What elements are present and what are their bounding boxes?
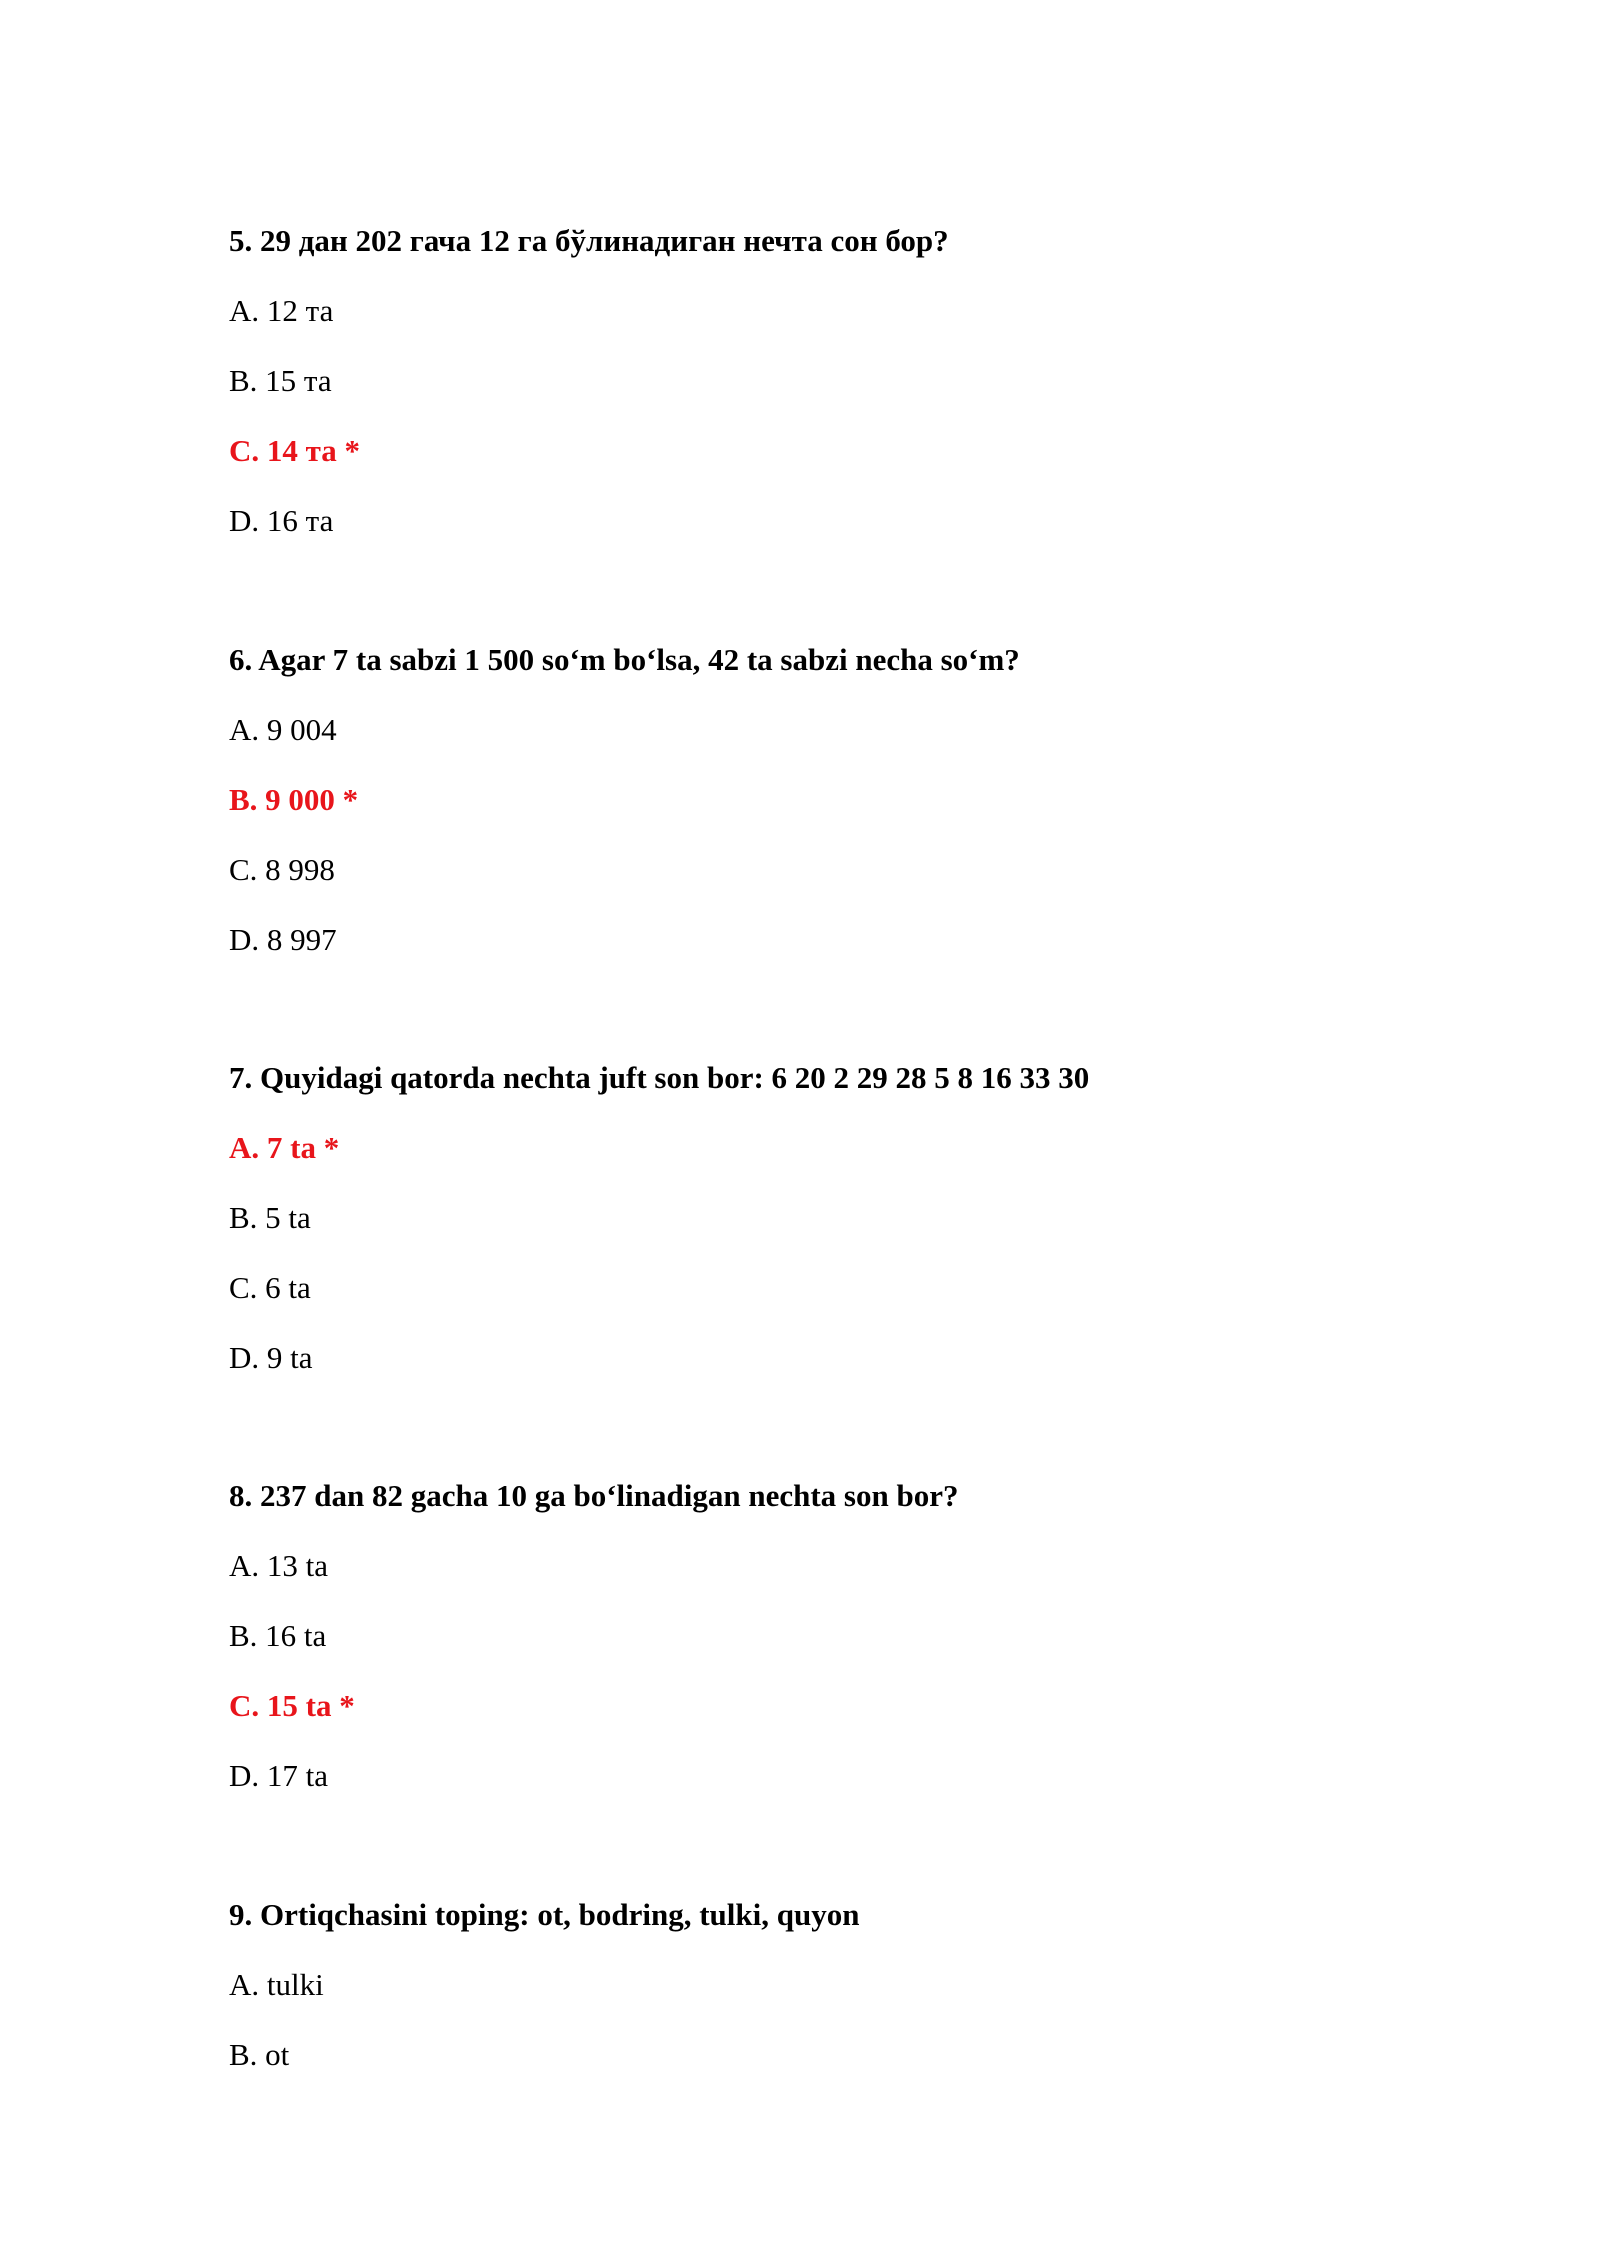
option-c: C. 6 ta — [229, 1270, 311, 1305]
option-b: B. 5 ta — [229, 1200, 311, 1235]
option-a: A. tulki — [229, 1967, 324, 2002]
option-a: A. 13 ta — [229, 1548, 329, 1583]
option-d: D. 8 997 — [229, 922, 337, 957]
question-text: 7. Quyidagi qatorda nechta juft son bor: 6 20 2 29 28 5 8 16 33 30 — [229, 1060, 1090, 1095]
question-text: 8. 237 dan 82 gacha 10 ga bo‘linadigan nechta son bor? — [229, 1478, 959, 1513]
option-c-correct: C. 14 та * — [229, 433, 360, 468]
question-8 — [229, 1477, 1429, 1795]
question-text: 9. Ortiqchasini toping: ot, bodring, tulki, quyon — [229, 1897, 860, 1932]
question-text: 6. Agar 7 ta sabzi 1 500 so‘m bo‘lsa, 42 ta sabzi necha so‘m? — [229, 642, 1020, 677]
option-a: A. 9 004 — [229, 712, 337, 747]
question-7 — [229, 1059, 1429, 1377]
option-a: A. 12 та — [229, 293, 334, 328]
option-b: B. 15 та — [229, 363, 332, 398]
question-6 — [229, 641, 1429, 959]
option-d: D. 16 та — [229, 503, 334, 538]
option-c: C. 8 998 — [229, 852, 335, 887]
option-d: D. 17 ta — [229, 1758, 329, 1793]
option-b: B. ot — [229, 2037, 290, 2072]
option-b: B. 16 ta — [229, 1618, 327, 1653]
question-text: 5. 29 дан 202 гача 12 га бўлинадиган нечта сон бор? — [229, 223, 949, 258]
question-5 — [229, 222, 1429, 540]
option-a-correct: A. 7 ta * — [229, 1130, 340, 1165]
option-b-correct: B. 9 000 * — [229, 782, 359, 817]
option-c-correct: C. 15 ta * — [229, 1688, 355, 1723]
option-d: D. 9 ta — [229, 1340, 313, 1375]
question-9 — [229, 1896, 1429, 2074]
